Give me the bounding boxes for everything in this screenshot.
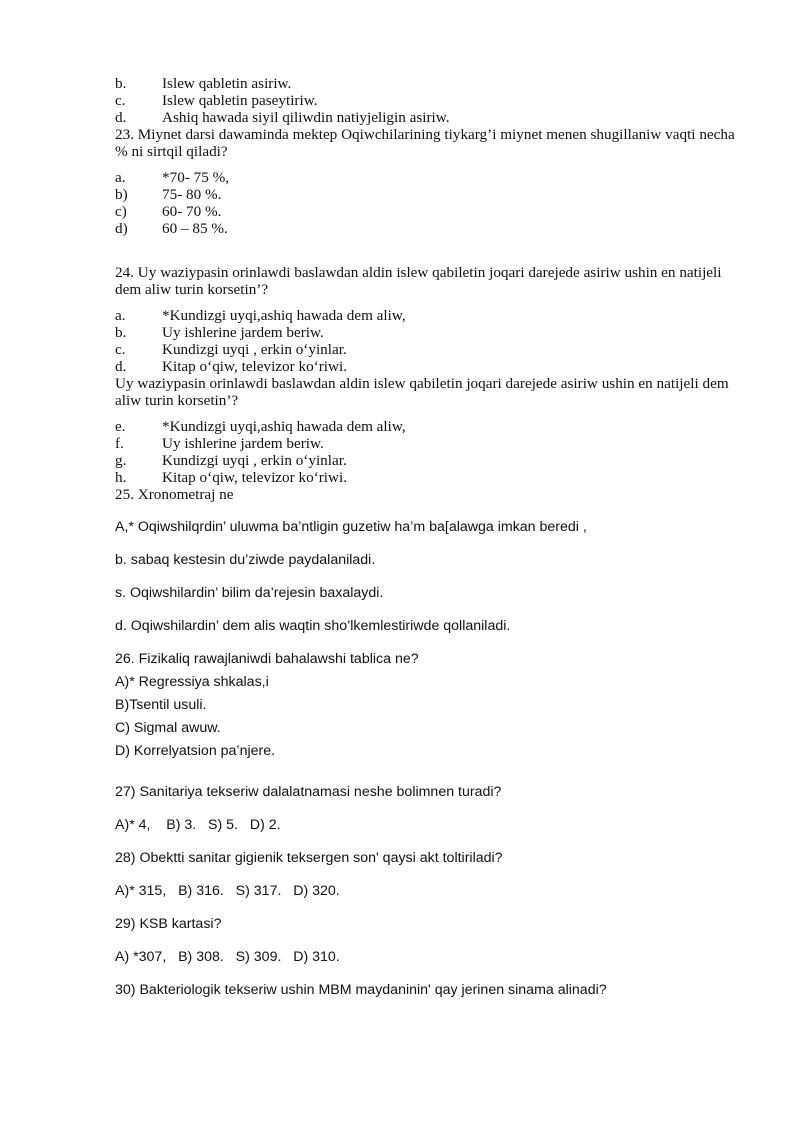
option-text: Kitap o‘qiw, televizor ko‘riwi. (162, 358, 348, 375)
option-b (115, 186, 745, 203)
q22-options (115, 75, 745, 126)
option-key: g. (115, 452, 127, 469)
q28-answers: A)* 315, B) 316. S) 317. D) 320. (115, 883, 340, 899)
option-text: Uy ishlerine jardem beriw. (162, 435, 324, 452)
option-key: f. (115, 435, 124, 452)
option-text: 60- 70 %. (162, 203, 222, 220)
option-text: *70- 75 %, (162, 169, 230, 186)
option-text: Kundizgi uyqi , erkin o‘yinlar. (162, 341, 347, 358)
option-key: a. (115, 307, 126, 324)
q25-option-d: d. Oqiwshilardin’ dem alis waqtin sho’lkemlestiriwde qollaniladi. (115, 618, 511, 634)
option-text: Islew qabletin paseytiriw. (162, 92, 318, 109)
document-page (115, 75, 745, 999)
option-text: 75- 80 %. (162, 186, 222, 203)
question-30: 30) Bakteriologik tekseriw ushin MBM maydaninin' qay jerinen sinama alinadi? (115, 982, 607, 998)
option-d (115, 220, 745, 237)
option-b (115, 75, 745, 92)
option-key: h. (115, 469, 127, 486)
option-key: d) (115, 220, 128, 237)
option-key: d. (115, 358, 127, 375)
q24-options-repeat (115, 418, 745, 486)
option-text: 60 – 85 %. (162, 220, 228, 237)
option-text: Islew qabletin asiriw. (162, 75, 292, 92)
option-text: *Kundizgi uyqi,ashiq hawada dem aliw, (162, 307, 406, 324)
question-23: 23. Miynet darsi dawaminda mektep Oqiwchilarining tiykarg’i miynet menen shugillaniw vaqti necha % ni sirtqil qiladi? (115, 126, 735, 160)
option-text: Uy ishlerine jardem beriw. (162, 324, 324, 341)
option-h (115, 469, 745, 486)
option-d (115, 109, 745, 126)
option-key: c. (115, 92, 126, 109)
question-24: 24. Uy waziypasin orinlawdi baslawdan aldin islew qabiletin joqari darejede asiriw ushin en natijeli dem aliw turin korsetin’? (115, 264, 722, 298)
q25-option-s: s. Oqiwshilardin’ bilim da’rejesin baxalaydi. (115, 585, 384, 601)
question-29: 29) KSB kartasi? (115, 916, 222, 932)
option-text: *Kundizgi uyqi,ashiq hawada dem aliw, (162, 418, 406, 435)
option-key: c. (115, 341, 126, 358)
q25-option-b: b. sabaq kestesin du’ziwde paydalaniladi. (115, 552, 376, 568)
question-25: 25. Xronometraj ne (115, 486, 234, 503)
option-c (115, 92, 745, 109)
option-key: b. (115, 75, 127, 92)
option-a (115, 307, 745, 324)
option-key: b. (115, 324, 127, 341)
option-d (115, 358, 745, 375)
q26-option-c: C) Sigmal awuw. (115, 720, 221, 736)
option-text: Ashiq hawada siyil qiliwdin natiyjeligin asiriw. (162, 109, 450, 126)
q26-option-a: A)* Regressiya shkalas,i (115, 674, 269, 690)
option-f (115, 435, 745, 452)
option-e (115, 418, 745, 435)
q26-option-d: D) Korrelyatsion pa’njere. (115, 743, 276, 759)
q26-option-b: B)Tsentil usuli. (115, 697, 207, 713)
option-a (115, 169, 745, 186)
option-b (115, 324, 745, 341)
question-26: 26. Fizikaliq rawajlaniwdi bahalawshi tablica ne? (115, 651, 419, 667)
option-key: b) (115, 186, 128, 203)
option-key: c) (115, 203, 127, 220)
option-c (115, 341, 745, 358)
q27-answers: A)* 4, B) 3. S) 5. D) 2. (115, 817, 281, 833)
question-28: 28) Obektti sanitar gigienik teksergen son' qaysi akt toltiriladi? (115, 850, 503, 866)
option-key: d. (115, 109, 127, 126)
q23-options (115, 169, 745, 237)
q29-answers: A) *307, B) 308. S) 309. D) 310. (115, 949, 340, 965)
option-key: a. (115, 169, 126, 186)
option-text: Kitap o‘qiw, televizor ko‘riwi. (162, 469, 348, 486)
question-27: 27) Sanitariya tekseriw dalalatnamasi neshe bolimnen turadi? (115, 784, 502, 800)
option-key: e. (115, 418, 126, 435)
q25-option-a: A,* Oqiwshilqrdin’ uluwma ba’ntligin guzetiw ha’m ba[alawga imkan beredi , (115, 519, 587, 535)
question-24-repeat: Uy waziypasin orinlawdi baslawdan aldin islew qabiletin joqari darejede asiriw ushin en natijeli dem aliw turin korsetin’? (115, 375, 729, 409)
option-c (115, 203, 745, 220)
option-g (115, 452, 745, 469)
q24-options (115, 307, 745, 375)
option-text: Kundizgi uyqi , erkin o‘yinlar. (162, 452, 347, 469)
